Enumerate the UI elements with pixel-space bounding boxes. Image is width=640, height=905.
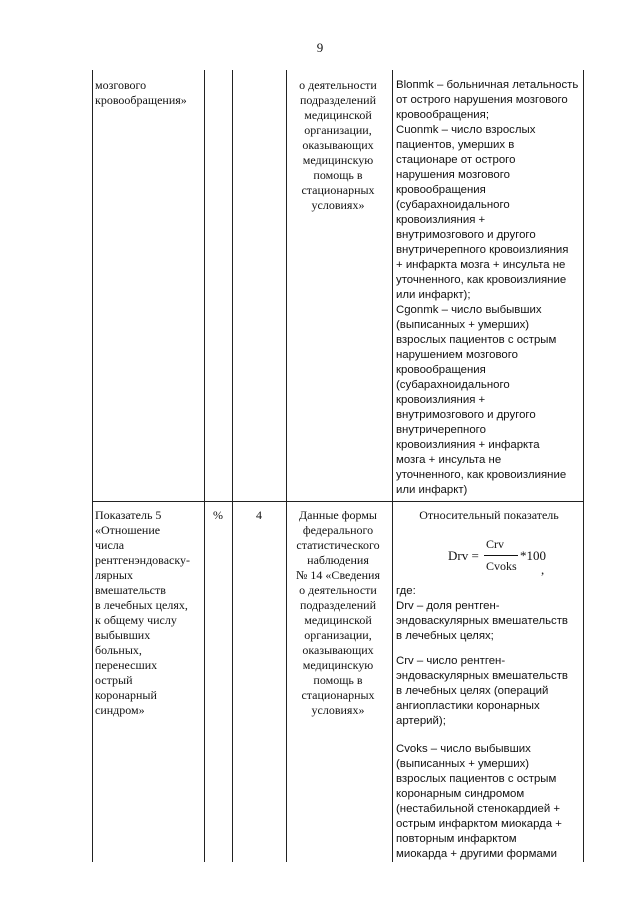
table-divider-2 bbox=[232, 70, 233, 862]
table-border-left bbox=[92, 70, 93, 862]
formula-fraction-bar bbox=[484, 555, 518, 556]
row1-calculation-method: Bloпmk – больничная летальность от острого нарушения мозгового кровообращения; Cuonmk – число взрослых пациентов, умерших в стационаре от острого нарушения мозгового кровообращения (субарахноидального кровоизлияния + внутримозгового и другого внутричерепного кровоизлияния + инфаркта мозга + инсульта не уточненного, как кровоизлияние или инфаркт); Cgonmk – число выбывших (выписанных + умерших) взрослых пациентов с острым нарушением мозгового кровообращения (субарахноидального кровоизлияния + внутримозгового и другого внутричерепного кровоизлияния + инфаркта мозга + инсульта не уточненного, как кровоизлияние или инфаркт) bbox=[396, 79, 579, 496]
row2-cvoks-definition: Cvoks – число выбывших (выписанных + умерших) взрослых пациентов с острым коронарным синдромом (нестабильной стенокардией + острым инфарктом миокарда + повторным инфарктом миокарда + другими формами bbox=[396, 743, 562, 860]
row2-unit: % bbox=[213, 508, 223, 522]
page-number: 9 bbox=[316, 40, 324, 55]
table-divider-3 bbox=[286, 70, 287, 862]
formula-numerator: Crv bbox=[486, 537, 504, 551]
formula-comma: , bbox=[541, 562, 545, 577]
drv-formula bbox=[432, 537, 582, 581]
row2-crv-definition: Crv – число рентген- эндоваскулярных вмешательств в лечебных целях (операций ангиопластики коронарных артерий); bbox=[396, 655, 568, 727]
formula-lhs: Drv = bbox=[448, 548, 479, 563]
row2-data-source: Данные формы федерального статистического наблюдения № 14 «Сведения о деятельности подразделений медицинской организации, оказывающих медицинскую помощь в стационарных условиях» bbox=[295, 508, 380, 717]
row2-method-heading: Относительный показатель bbox=[419, 508, 559, 522]
formula-denominator: Cvoks bbox=[486, 559, 517, 573]
row2-indicator-name: Показатель 5 «Отношение числа рентгенэндоваску- лярных вмешательств в лечебных целях, к общему числу выбывших больных, перенесших острый коронарный синдром» bbox=[95, 508, 190, 717]
table-divider-4 bbox=[392, 70, 393, 862]
formula-multiplier: *100 bbox=[520, 548, 546, 563]
table-divider-1 bbox=[204, 70, 205, 862]
table-border-right bbox=[583, 70, 584, 862]
row2-weight: 4 bbox=[256, 508, 262, 522]
row1-indicator-name: мозгового кровообращения» bbox=[95, 78, 187, 107]
row-separator bbox=[92, 501, 584, 502]
row1-data-source: о деятельности подразделений медицинской организации, оказывающих медицинскую помощь в стационарных условиях» bbox=[299, 78, 377, 212]
row2-where-block: где: Drv – доля рентген- эндоваскулярных вмешательств в лечебных целях; bbox=[396, 585, 568, 642]
